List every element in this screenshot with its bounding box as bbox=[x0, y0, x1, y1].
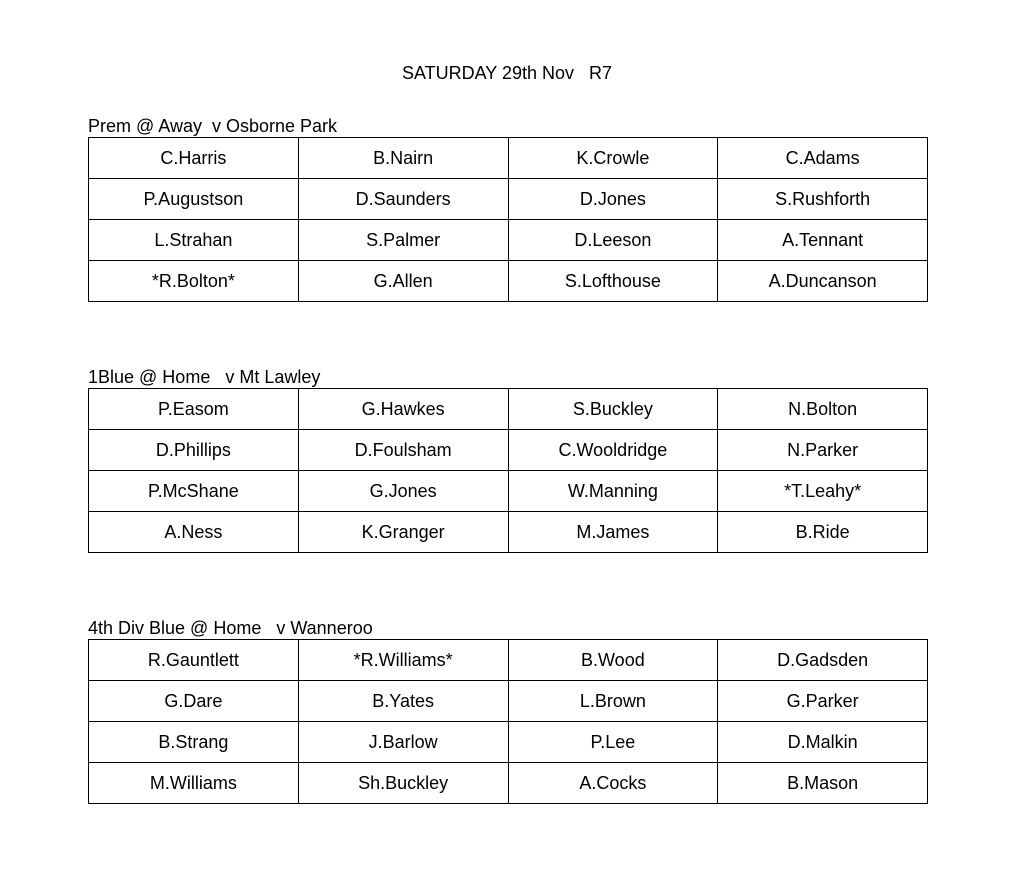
player-cell: G.Dare bbox=[89, 681, 299, 722]
player-cell: K.Granger bbox=[298, 512, 508, 553]
player-cell: B.Wood bbox=[508, 640, 718, 681]
table-row bbox=[89, 512, 928, 553]
team-section-prem bbox=[88, 115, 928, 302]
player-cell: C.Adams bbox=[718, 138, 928, 179]
table-row bbox=[89, 261, 928, 302]
player-cell: P.Easom bbox=[89, 389, 299, 430]
team-section-4th-div-blue bbox=[88, 617, 928, 804]
player-cell: A.Cocks bbox=[508, 763, 718, 804]
player-cell: C.Harris bbox=[89, 138, 299, 179]
table-row bbox=[89, 763, 928, 804]
player-cell: R.Gauntlett bbox=[89, 640, 299, 681]
table-row bbox=[89, 471, 928, 512]
player-cell: *R.Bolton* bbox=[89, 261, 299, 302]
player-cell: A.Tennant bbox=[718, 220, 928, 261]
player-cell: D.Gadsden bbox=[718, 640, 928, 681]
table-row bbox=[89, 722, 928, 763]
player-cell: S.Lofthouse bbox=[508, 261, 718, 302]
player-cell: G.Hawkes bbox=[298, 389, 508, 430]
player-cell: D.Foulsham bbox=[298, 430, 508, 471]
player-cell: P.McShane bbox=[89, 471, 299, 512]
table-row bbox=[89, 220, 928, 261]
player-cell: P.Augustson bbox=[89, 179, 299, 220]
player-cell: M.Williams bbox=[89, 763, 299, 804]
player-cell: G.Parker bbox=[718, 681, 928, 722]
player-cell: S.Buckley bbox=[508, 389, 718, 430]
roster-table bbox=[88, 639, 928, 804]
table-row bbox=[89, 138, 928, 179]
player-cell: K.Crowle bbox=[508, 138, 718, 179]
table-row bbox=[89, 640, 928, 681]
player-cell: D.Saunders bbox=[298, 179, 508, 220]
section-heading: 1Blue @ Home v Mt Lawley bbox=[88, 367, 321, 387]
player-cell: N.Bolton bbox=[718, 389, 928, 430]
player-cell: B.Strang bbox=[89, 722, 299, 763]
player-cell: Sh.Buckley bbox=[298, 763, 508, 804]
table-row bbox=[89, 179, 928, 220]
player-cell: J.Barlow bbox=[298, 722, 508, 763]
player-cell: M.James bbox=[508, 512, 718, 553]
player-cell: N.Parker bbox=[718, 430, 928, 471]
player-cell: D.Malkin bbox=[718, 722, 928, 763]
player-cell: L.Brown bbox=[508, 681, 718, 722]
player-cell: A.Ness bbox=[89, 512, 299, 553]
team-section-1blue bbox=[88, 366, 928, 553]
section-heading: Prem @ Away v Osborne Park bbox=[88, 116, 338, 136]
table-row bbox=[89, 430, 928, 471]
player-cell: D.Leeson bbox=[508, 220, 718, 261]
player-cell: *R.Williams* bbox=[298, 640, 508, 681]
roster-table bbox=[88, 388, 928, 553]
player-cell: S.Palmer bbox=[298, 220, 508, 261]
player-cell: *T.Leahy* bbox=[718, 471, 928, 512]
player-cell: B.Nairn bbox=[298, 138, 508, 179]
player-cell: W.Manning bbox=[508, 471, 718, 512]
table-row bbox=[89, 389, 928, 430]
player-cell: B.Mason bbox=[718, 763, 928, 804]
roster-table bbox=[88, 137, 928, 302]
player-cell: G.Allen bbox=[298, 261, 508, 302]
player-cell: B.Yates bbox=[298, 681, 508, 722]
page-title: SATURDAY 29th Nov R7 bbox=[401, 63, 613, 83]
player-cell: S.Rushforth bbox=[718, 179, 928, 220]
section-heading: 4th Div Blue @ Home v Wanneroo bbox=[88, 618, 373, 638]
table-row bbox=[89, 681, 928, 722]
player-cell: A.Duncanson bbox=[718, 261, 928, 302]
player-cell: L.Strahan bbox=[89, 220, 299, 261]
player-cell: B.Ride bbox=[718, 512, 928, 553]
player-cell: D.Phillips bbox=[89, 430, 299, 471]
player-cell: P.Lee bbox=[508, 722, 718, 763]
player-cell: G.Jones bbox=[298, 471, 508, 512]
player-cell: C.Wooldridge bbox=[508, 430, 718, 471]
player-cell: D.Jones bbox=[508, 179, 718, 220]
